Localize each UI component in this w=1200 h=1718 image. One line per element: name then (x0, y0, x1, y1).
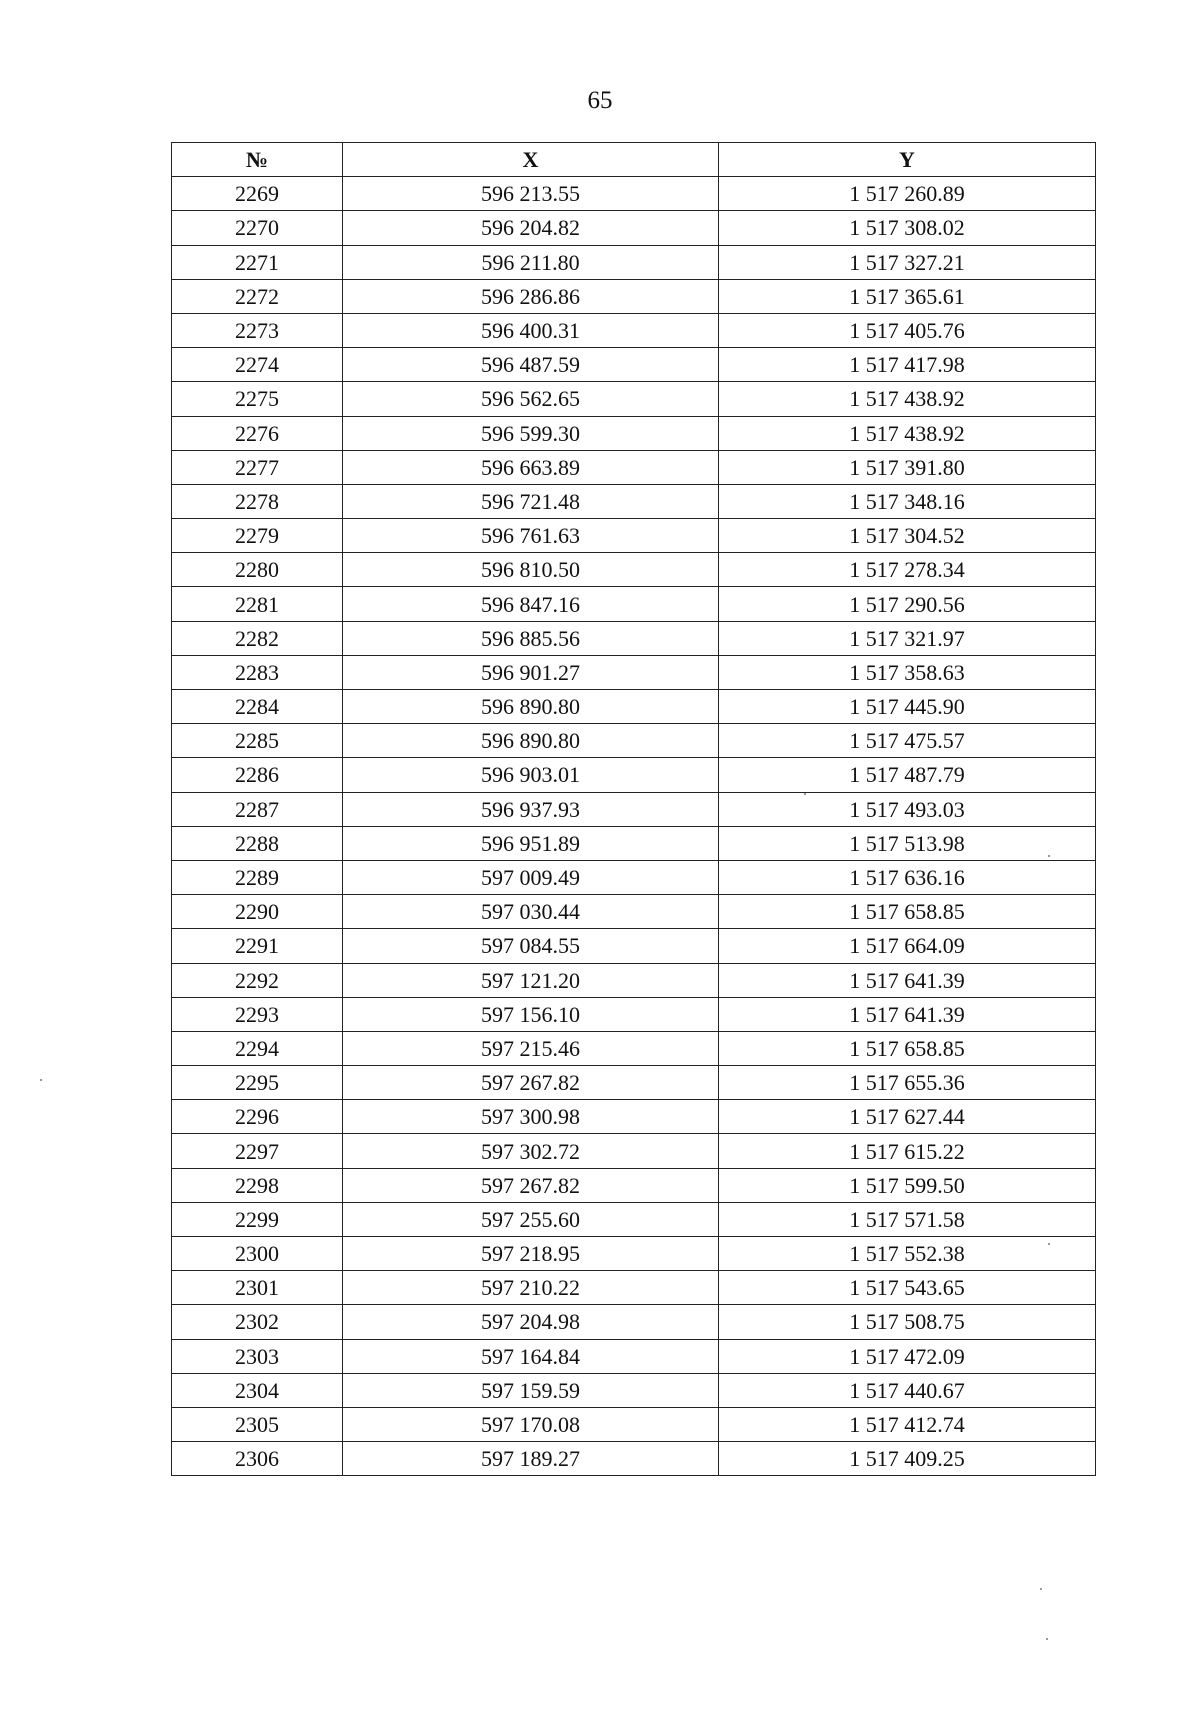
cell-number: 2285 (172, 724, 343, 758)
table-row (172, 895, 1096, 929)
cell-y: 1 517 260.89 (719, 177, 1096, 211)
cell-x: 596 487.59 (343, 348, 719, 382)
cell-number: 2305 (172, 1407, 343, 1441)
cell-number: 2270 (172, 211, 343, 245)
cell-x: 596 286.86 (343, 279, 719, 313)
table-row (172, 792, 1096, 826)
cell-number: 2286 (172, 758, 343, 792)
cell-number: 2295 (172, 1066, 343, 1100)
cell-x: 596 810.50 (343, 553, 719, 587)
table-row (172, 724, 1096, 758)
table-row (172, 484, 1096, 518)
table-row (172, 348, 1096, 382)
table-row (172, 211, 1096, 245)
cell-number: 2300 (172, 1237, 343, 1271)
table-header (172, 143, 1096, 177)
cell-y: 1 517 391.80 (719, 450, 1096, 484)
cell-y: 1 517 417.98 (719, 348, 1096, 382)
cell-y: 1 517 615.22 (719, 1134, 1096, 1168)
scan-speck (1040, 1588, 1042, 1590)
table-body (172, 177, 1096, 1476)
table-row (172, 1031, 1096, 1065)
cell-x: 597 267.82 (343, 1066, 719, 1100)
cell-y: 1 517 472.09 (719, 1339, 1096, 1373)
cell-x: 596 951.89 (343, 826, 719, 860)
table-row (172, 1407, 1096, 1441)
cell-x: 597 267.82 (343, 1168, 719, 1202)
cell-x: 597 164.84 (343, 1339, 719, 1373)
cell-x: 597 189.27 (343, 1442, 719, 1476)
cell-y: 1 517 321.97 (719, 621, 1096, 655)
cell-y: 1 517 365.61 (719, 279, 1096, 313)
cell-y: 1 517 327.21 (719, 245, 1096, 279)
table-row (172, 1339, 1096, 1373)
cell-number: 2282 (172, 621, 343, 655)
cell-x: 597 121.20 (343, 963, 719, 997)
cell-x: 596 937.93 (343, 792, 719, 826)
cell-x: 596 903.01 (343, 758, 719, 792)
cell-x: 597 084.55 (343, 929, 719, 963)
cell-number: 2278 (172, 484, 343, 518)
cell-x: 597 218.95 (343, 1237, 719, 1271)
cell-y: 1 517 641.39 (719, 997, 1096, 1031)
cell-y: 1 517 493.03 (719, 792, 1096, 826)
cell-y: 1 517 475.57 (719, 724, 1096, 758)
cell-y: 1 517 409.25 (719, 1442, 1096, 1476)
cell-y: 1 517 627.44 (719, 1100, 1096, 1134)
scan-speck (804, 793, 806, 795)
cell-number: 2274 (172, 348, 343, 382)
table-row (172, 519, 1096, 553)
cell-x: 597 302.72 (343, 1134, 719, 1168)
cell-number: 2296 (172, 1100, 343, 1134)
cell-number: 2303 (172, 1339, 343, 1373)
cell-number: 2280 (172, 553, 343, 587)
table-row (172, 1237, 1096, 1271)
scan-speck (1048, 855, 1050, 857)
table-row (172, 1134, 1096, 1168)
table-row (172, 245, 1096, 279)
scan-speck (40, 1079, 42, 1081)
cell-number: 2269 (172, 177, 343, 211)
cell-y: 1 517 278.34 (719, 553, 1096, 587)
cell-y: 1 517 440.67 (719, 1373, 1096, 1407)
cell-y: 1 517 543.65 (719, 1271, 1096, 1305)
cell-number: 2298 (172, 1168, 343, 1202)
cell-number: 2272 (172, 279, 343, 313)
cell-x: 596 890.80 (343, 690, 719, 724)
cell-number: 2288 (172, 826, 343, 860)
cell-y: 1 517 290.56 (719, 587, 1096, 621)
cell-x: 596 599.30 (343, 416, 719, 450)
cell-x: 596 400.31 (343, 313, 719, 347)
cell-x: 596 211.80 (343, 245, 719, 279)
cell-y: 1 517 438.92 (719, 416, 1096, 450)
table-row (172, 621, 1096, 655)
table-row (172, 450, 1096, 484)
cell-number: 2306 (172, 1442, 343, 1476)
page-number: 65 (587, 87, 613, 114)
header-number: № (172, 143, 343, 177)
cell-number: 2304 (172, 1373, 343, 1407)
cell-y: 1 517 513.98 (719, 826, 1096, 860)
cell-y: 1 517 571.58 (719, 1202, 1096, 1236)
cell-x: 597 210.22 (343, 1271, 719, 1305)
cell-x: 597 156.10 (343, 997, 719, 1031)
cell-x: 597 255.60 (343, 1202, 719, 1236)
cell-number: 2297 (172, 1134, 343, 1168)
table-row (172, 279, 1096, 313)
cell-y: 1 517 445.90 (719, 690, 1096, 724)
cell-x: 596 901.27 (343, 655, 719, 689)
cell-y: 1 517 508.75 (719, 1305, 1096, 1339)
cell-number: 2275 (172, 382, 343, 416)
cell-number: 2287 (172, 792, 343, 826)
table-row (172, 929, 1096, 963)
cell-number: 2291 (172, 929, 343, 963)
table-row (172, 1305, 1096, 1339)
cell-number: 2283 (172, 655, 343, 689)
cell-number: 2279 (172, 519, 343, 553)
cell-x: 597 009.49 (343, 860, 719, 894)
table-row (172, 1373, 1096, 1407)
table-row (172, 416, 1096, 450)
cell-y: 1 517 487.79 (719, 758, 1096, 792)
table-row (172, 860, 1096, 894)
table-row (172, 1442, 1096, 1476)
cell-number: 2281 (172, 587, 343, 621)
table-row (172, 1271, 1096, 1305)
cell-y: 1 517 348.16 (719, 484, 1096, 518)
cell-x: 597 170.08 (343, 1407, 719, 1441)
table-row (172, 313, 1096, 347)
cell-y: 1 517 658.85 (719, 1031, 1096, 1065)
cell-number: 2301 (172, 1271, 343, 1305)
table-row (172, 382, 1096, 416)
cell-y: 1 517 405.76 (719, 313, 1096, 347)
cell-number: 2276 (172, 416, 343, 450)
cell-x: 596 204.82 (343, 211, 719, 245)
cell-y: 1 517 641.39 (719, 963, 1096, 997)
header-x: X (343, 143, 719, 177)
cell-x: 596 663.89 (343, 450, 719, 484)
cell-y: 1 517 655.36 (719, 1066, 1096, 1100)
cell-number: 2290 (172, 895, 343, 929)
cell-y: 1 517 304.52 (719, 519, 1096, 553)
table-row (172, 963, 1096, 997)
table-row (172, 826, 1096, 860)
table-row (172, 997, 1096, 1031)
table-row (172, 1066, 1096, 1100)
cell-number: 2302 (172, 1305, 343, 1339)
cell-number: 2284 (172, 690, 343, 724)
table-row (172, 758, 1096, 792)
cell-y: 1 517 552.38 (719, 1237, 1096, 1271)
cell-x: 596 847.16 (343, 587, 719, 621)
table-row (172, 690, 1096, 724)
cell-number: 2271 (172, 245, 343, 279)
cell-x: 597 300.98 (343, 1100, 719, 1134)
cell-y: 1 517 412.74 (719, 1407, 1096, 1441)
header-row (172, 143, 1096, 177)
cell-x: 596 562.65 (343, 382, 719, 416)
cell-x: 597 030.44 (343, 895, 719, 929)
cell-number: 2294 (172, 1031, 343, 1065)
cell-x: 596 761.63 (343, 519, 719, 553)
cell-y: 1 517 599.50 (719, 1168, 1096, 1202)
table-row (172, 1100, 1096, 1134)
cell-x: 597 215.46 (343, 1031, 719, 1065)
table-row (172, 177, 1096, 211)
cell-x: 597 159.59 (343, 1373, 719, 1407)
cell-number: 2299 (172, 1202, 343, 1236)
table-row (172, 1168, 1096, 1202)
cell-y: 1 517 308.02 (719, 211, 1096, 245)
cell-number: 2273 (172, 313, 343, 347)
cell-y: 1 517 358.63 (719, 655, 1096, 689)
cell-x: 596 213.55 (343, 177, 719, 211)
cell-x: 597 204.98 (343, 1305, 719, 1339)
table-row (172, 1202, 1096, 1236)
scan-speck (1046, 1638, 1048, 1640)
cell-number: 2277 (172, 450, 343, 484)
cell-x: 596 885.56 (343, 621, 719, 655)
header-y: Y (719, 143, 1096, 177)
cell-x: 596 721.48 (343, 484, 719, 518)
cell-y: 1 517 636.16 (719, 860, 1096, 894)
cell-x: 596 890.80 (343, 724, 719, 758)
cell-y: 1 517 664.09 (719, 929, 1096, 963)
cell-y: 1 517 438.92 (719, 382, 1096, 416)
table-row (172, 553, 1096, 587)
cell-number: 2293 (172, 997, 343, 1031)
table-row (172, 587, 1096, 621)
scan-speck (1048, 1243, 1050, 1245)
cell-number: 2289 (172, 860, 343, 894)
table-row (172, 655, 1096, 689)
cell-y: 1 517 658.85 (719, 895, 1096, 929)
cell-number: 2292 (172, 963, 343, 997)
coordinates-table (171, 142, 1096, 1476)
